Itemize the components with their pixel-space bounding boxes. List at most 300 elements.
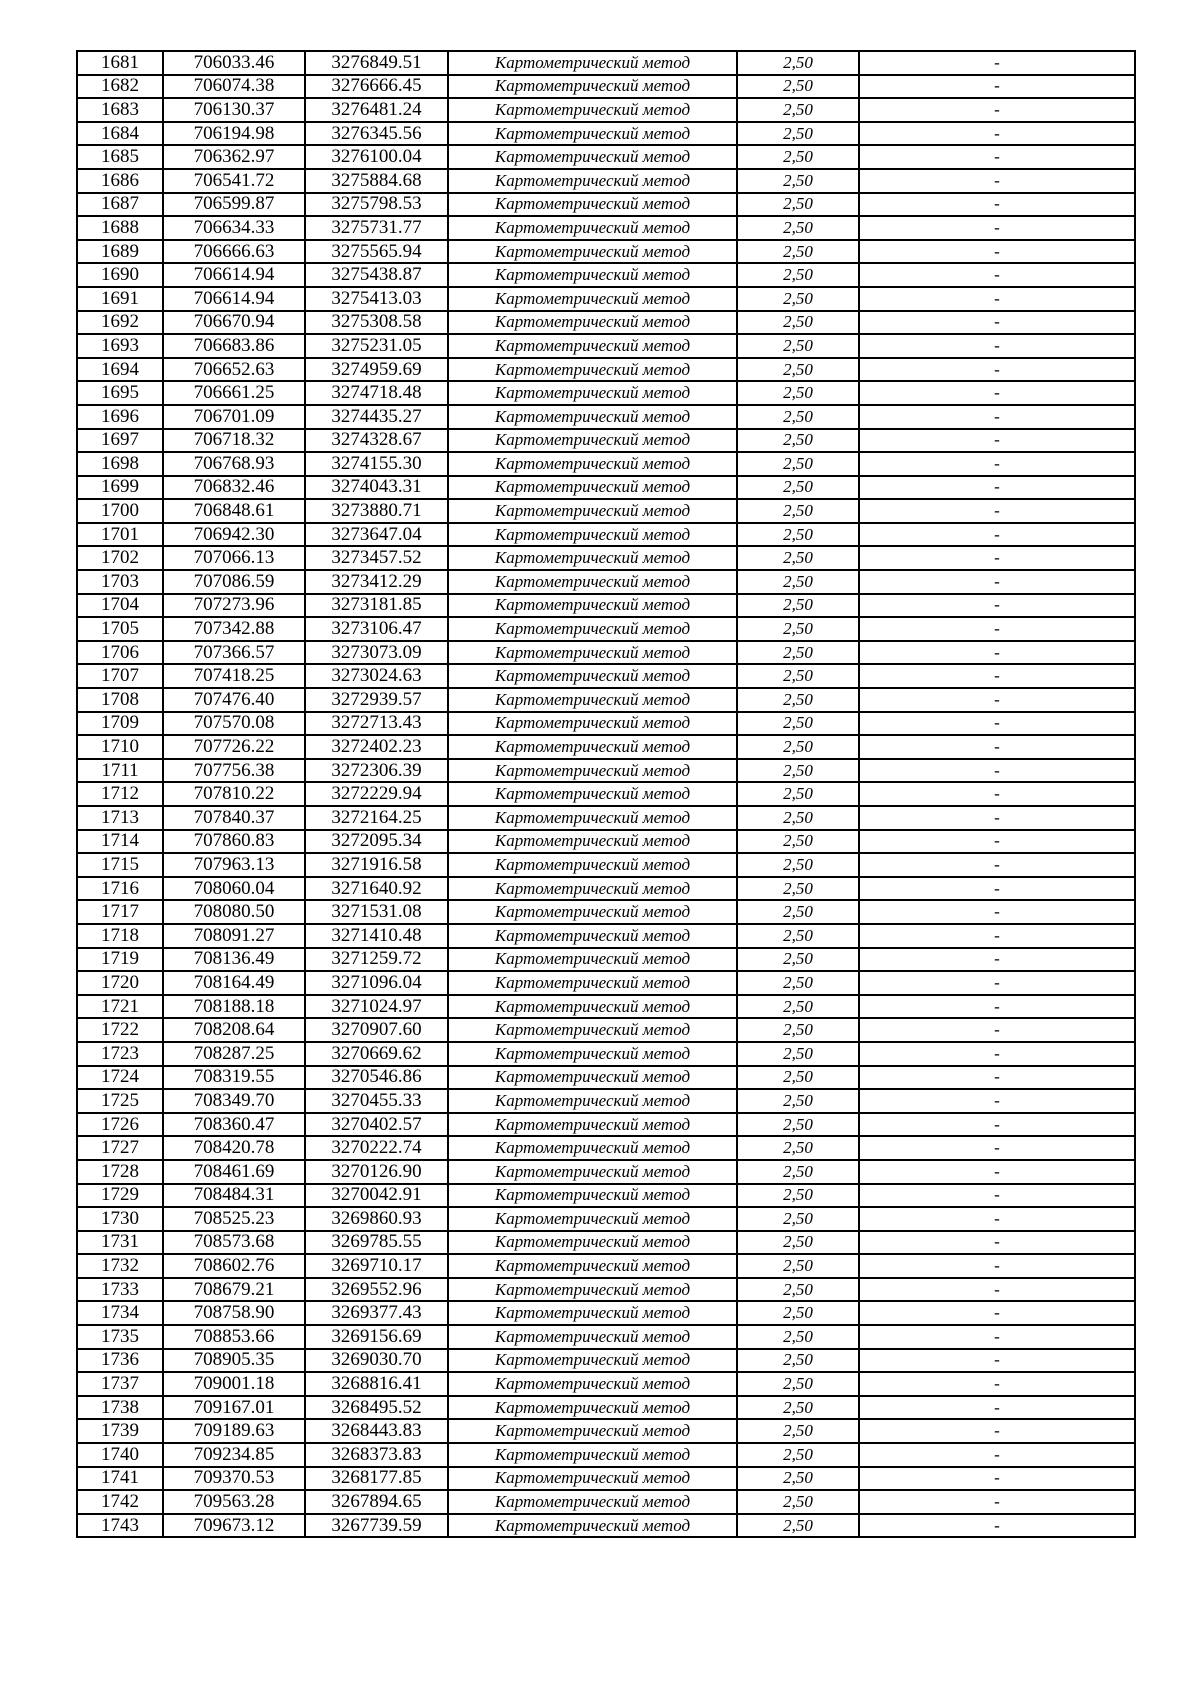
accuracy-cell: 2,50 xyxy=(737,641,859,665)
table-row xyxy=(77,546,1135,570)
accuracy-cell: 2,50 xyxy=(737,523,859,547)
note-cell: - xyxy=(859,1325,1135,1349)
point-number-cell: 1722 xyxy=(77,1018,163,1042)
table-row xyxy=(77,1325,1135,1349)
accuracy-cell: 2,50 xyxy=(737,240,859,264)
accuracy-cell: 2,50 xyxy=(737,358,859,382)
x-coordinate-cell: 708091.27 xyxy=(163,924,305,948)
note-cell: - xyxy=(859,1443,1135,1467)
x-coordinate-cell: 706718.32 xyxy=(163,429,305,453)
method-cell: Картометрический метод xyxy=(448,688,737,712)
accuracy-cell: 2,50 xyxy=(737,1278,859,1302)
method-cell: Картометрический метод xyxy=(448,499,737,523)
y-coordinate-cell: 3273412.29 xyxy=(305,570,448,594)
point-number-cell: 1697 xyxy=(77,429,163,453)
table-row xyxy=(77,145,1135,169)
x-coordinate-cell: 707860.83 xyxy=(163,830,305,854)
y-coordinate-cell: 3271640.92 xyxy=(305,877,448,901)
note-cell: - xyxy=(859,216,1135,240)
accuracy-cell: 2,50 xyxy=(737,712,859,736)
table-row xyxy=(77,381,1135,405)
table-row xyxy=(77,877,1135,901)
point-number-cell: 1701 xyxy=(77,523,163,547)
table-row xyxy=(77,1301,1135,1325)
table-row xyxy=(77,948,1135,972)
method-cell: Картометрический метод xyxy=(448,1207,737,1231)
note-cell: - xyxy=(859,1207,1135,1231)
table-row xyxy=(77,429,1135,453)
accuracy-cell: 2,50 xyxy=(737,570,859,594)
note-cell: - xyxy=(859,263,1135,287)
accuracy-cell: 2,50 xyxy=(737,830,859,854)
table-row xyxy=(77,806,1135,830)
x-coordinate-cell: 708905.35 xyxy=(163,1349,305,1373)
method-cell: Картометрический метод xyxy=(448,1160,737,1184)
point-number-cell: 1724 xyxy=(77,1066,163,1090)
x-coordinate-cell: 708360.47 xyxy=(163,1113,305,1137)
table-row xyxy=(77,1419,1135,1443)
point-number-cell: 1716 xyxy=(77,877,163,901)
method-cell: Картометрический метод xyxy=(448,877,737,901)
y-coordinate-cell: 3274155.30 xyxy=(305,452,448,476)
table-row xyxy=(77,1018,1135,1042)
x-coordinate-cell: 706942.30 xyxy=(163,523,305,547)
method-cell: Картометрический метод xyxy=(448,900,737,924)
accuracy-cell: 2,50 xyxy=(737,735,859,759)
x-coordinate-cell: 708679.21 xyxy=(163,1278,305,1302)
x-coordinate-cell: 706362.97 xyxy=(163,145,305,169)
note-cell: - xyxy=(859,900,1135,924)
accuracy-cell: 2,50 xyxy=(737,311,859,335)
table-row xyxy=(77,263,1135,287)
point-number-cell: 1703 xyxy=(77,570,163,594)
note-cell: - xyxy=(859,452,1135,476)
method-cell: Картометрический метод xyxy=(448,51,737,75)
note-cell: - xyxy=(859,735,1135,759)
note-cell: - xyxy=(859,1089,1135,1113)
point-number-cell: 1694 xyxy=(77,358,163,382)
table-row xyxy=(77,759,1135,783)
y-coordinate-cell: 3268495.52 xyxy=(305,1396,448,1420)
note-cell: - xyxy=(859,1231,1135,1255)
table-row xyxy=(77,1349,1135,1373)
table-row xyxy=(77,169,1135,193)
x-coordinate-cell: 708602.76 xyxy=(163,1254,305,1278)
point-number-cell: 1710 xyxy=(77,735,163,759)
accuracy-cell: 2,50 xyxy=(737,1419,859,1443)
note-cell: - xyxy=(859,1396,1135,1420)
method-cell: Картометрический метод xyxy=(448,664,737,688)
x-coordinate-cell: 708758.90 xyxy=(163,1301,305,1325)
method-cell: Картометрический метод xyxy=(448,145,737,169)
accuracy-cell: 2,50 xyxy=(737,122,859,146)
y-coordinate-cell: 3272095.34 xyxy=(305,830,448,854)
note-cell: - xyxy=(859,169,1135,193)
note-cell: - xyxy=(859,193,1135,217)
method-cell: Картометрический метод xyxy=(448,311,737,335)
method-cell: Картометрический метод xyxy=(448,948,737,972)
note-cell: - xyxy=(859,688,1135,712)
x-coordinate-cell: 709370.53 xyxy=(163,1467,305,1491)
point-number-cell: 1691 xyxy=(77,287,163,311)
y-coordinate-cell: 3273181.85 xyxy=(305,594,448,618)
accuracy-cell: 2,50 xyxy=(737,51,859,75)
method-cell: Картометрический метод xyxy=(448,1042,737,1066)
note-cell: - xyxy=(859,664,1135,688)
x-coordinate-cell: 708349.70 xyxy=(163,1089,305,1113)
note-cell: - xyxy=(859,287,1135,311)
method-cell: Картометрический метод xyxy=(448,1089,737,1113)
note-cell: - xyxy=(859,570,1135,594)
y-coordinate-cell: 3272164.25 xyxy=(305,806,448,830)
method-cell: Картометрический метод xyxy=(448,1325,737,1349)
x-coordinate-cell: 708525.23 xyxy=(163,1207,305,1231)
table-row xyxy=(77,216,1135,240)
accuracy-cell: 2,50 xyxy=(737,971,859,995)
table-row xyxy=(77,594,1135,618)
method-cell: Картометрический метод xyxy=(448,971,737,995)
method-cell: Картометрический метод xyxy=(448,1184,737,1208)
y-coordinate-cell: 3274718.48 xyxy=(305,381,448,405)
table-row xyxy=(77,51,1135,75)
accuracy-cell: 2,50 xyxy=(737,782,859,806)
x-coordinate-cell: 708573.68 xyxy=(163,1231,305,1255)
x-coordinate-cell: 708287.25 xyxy=(163,1042,305,1066)
method-cell: Картометрический метод xyxy=(448,735,737,759)
note-cell: - xyxy=(859,523,1135,547)
method-cell: Картометрический метод xyxy=(448,263,737,287)
point-number-cell: 1695 xyxy=(77,381,163,405)
method-cell: Картометрический метод xyxy=(448,1231,737,1255)
note-cell: - xyxy=(859,122,1135,146)
x-coordinate-cell: 706666.63 xyxy=(163,240,305,264)
table-row xyxy=(77,1113,1135,1137)
method-cell: Картометрический метод xyxy=(448,1443,737,1467)
table-row xyxy=(77,523,1135,547)
y-coordinate-cell: 3268177.85 xyxy=(305,1467,448,1491)
note-cell: - xyxy=(859,240,1135,264)
note-cell: - xyxy=(859,995,1135,1019)
method-cell: Картометрический метод xyxy=(448,546,737,570)
note-cell: - xyxy=(859,145,1135,169)
table-row xyxy=(77,358,1135,382)
point-number-cell: 1712 xyxy=(77,782,163,806)
y-coordinate-cell: 3275231.05 xyxy=(305,334,448,358)
y-coordinate-cell: 3270126.90 xyxy=(305,1160,448,1184)
y-coordinate-cell: 3276481.24 xyxy=(305,98,448,122)
table-row xyxy=(77,712,1135,736)
x-coordinate-cell: 706670.94 xyxy=(163,311,305,335)
y-coordinate-cell: 3270455.33 xyxy=(305,1089,448,1113)
method-cell: Картометрический метод xyxy=(448,617,737,641)
point-number-cell: 1702 xyxy=(77,546,163,570)
document-page xyxy=(76,50,1134,1538)
note-cell: - xyxy=(859,617,1135,641)
y-coordinate-cell: 3271259.72 xyxy=(305,948,448,972)
note-cell: - xyxy=(859,1349,1135,1373)
accuracy-cell: 2,50 xyxy=(737,381,859,405)
note-cell: - xyxy=(859,948,1135,972)
y-coordinate-cell: 3269860.93 xyxy=(305,1207,448,1231)
table-row xyxy=(77,900,1135,924)
table-row xyxy=(77,287,1135,311)
table-row xyxy=(77,75,1135,99)
note-cell: - xyxy=(859,1160,1135,1184)
note-cell: - xyxy=(859,358,1135,382)
y-coordinate-cell: 3270222.74 xyxy=(305,1136,448,1160)
y-coordinate-cell: 3271916.58 xyxy=(305,853,448,877)
note-cell: - xyxy=(859,830,1135,854)
method-cell: Картометрический метод xyxy=(448,759,737,783)
accuracy-cell: 2,50 xyxy=(737,499,859,523)
method-cell: Картометрический метод xyxy=(448,169,737,193)
y-coordinate-cell: 3275884.68 xyxy=(305,169,448,193)
accuracy-cell: 2,50 xyxy=(737,334,859,358)
note-cell: - xyxy=(859,1042,1135,1066)
x-coordinate-cell: 706701.09 xyxy=(163,405,305,429)
accuracy-cell: 2,50 xyxy=(737,476,859,500)
y-coordinate-cell: 3276345.56 xyxy=(305,122,448,146)
method-cell: Картометрический метод xyxy=(448,806,737,830)
x-coordinate-cell: 707476.40 xyxy=(163,688,305,712)
point-number-cell: 1704 xyxy=(77,594,163,618)
accuracy-cell: 2,50 xyxy=(737,546,859,570)
accuracy-cell: 2,50 xyxy=(737,806,859,830)
y-coordinate-cell: 3276100.04 xyxy=(305,145,448,169)
method-cell: Картометрический метод xyxy=(448,1396,737,1420)
x-coordinate-cell: 706599.87 xyxy=(163,193,305,217)
note-cell: - xyxy=(859,98,1135,122)
table-row xyxy=(77,688,1135,712)
x-coordinate-cell: 708188.18 xyxy=(163,995,305,1019)
point-number-cell: 1718 xyxy=(77,924,163,948)
x-coordinate-cell: 708060.04 xyxy=(163,877,305,901)
x-coordinate-cell: 706074.38 xyxy=(163,75,305,99)
table-row xyxy=(77,853,1135,877)
note-cell: - xyxy=(859,641,1135,665)
point-number-cell: 1708 xyxy=(77,688,163,712)
accuracy-cell: 2,50 xyxy=(737,1066,859,1090)
method-cell: Картометрический метод xyxy=(448,1254,737,1278)
table-row xyxy=(77,1184,1135,1208)
point-number-cell: 1734 xyxy=(77,1301,163,1325)
table-row xyxy=(77,193,1135,217)
x-coordinate-cell: 707273.96 xyxy=(163,594,305,618)
accuracy-cell: 2,50 xyxy=(737,145,859,169)
accuracy-cell: 2,50 xyxy=(737,1325,859,1349)
x-coordinate-cell: 707726.22 xyxy=(163,735,305,759)
table-row xyxy=(77,570,1135,594)
note-cell: - xyxy=(859,924,1135,948)
method-cell: Картометрический метод xyxy=(448,1113,737,1137)
point-number-cell: 1689 xyxy=(77,240,163,264)
method-cell: Картометрический метод xyxy=(448,452,737,476)
point-number-cell: 1684 xyxy=(77,122,163,146)
point-number-cell: 1687 xyxy=(77,193,163,217)
method-cell: Картометрический метод xyxy=(448,98,737,122)
accuracy-cell: 2,50 xyxy=(737,1490,859,1514)
x-coordinate-cell: 706541.72 xyxy=(163,169,305,193)
x-coordinate-cell: 707756.38 xyxy=(163,759,305,783)
x-coordinate-cell: 707963.13 xyxy=(163,853,305,877)
table-row xyxy=(77,1514,1135,1538)
x-coordinate-cell: 709234.85 xyxy=(163,1443,305,1467)
point-number-cell: 1706 xyxy=(77,641,163,665)
accuracy-cell: 2,50 xyxy=(737,900,859,924)
x-coordinate-cell: 706614.94 xyxy=(163,287,305,311)
method-cell: Картометрический метод xyxy=(448,1490,737,1514)
table-row xyxy=(77,971,1135,995)
y-coordinate-cell: 3270669.62 xyxy=(305,1042,448,1066)
coordinates-table xyxy=(76,50,1136,1538)
note-cell: - xyxy=(859,1018,1135,1042)
note-cell: - xyxy=(859,1278,1135,1302)
note-cell: - xyxy=(859,782,1135,806)
y-coordinate-cell: 3275798.53 xyxy=(305,193,448,217)
accuracy-cell: 2,50 xyxy=(737,1136,859,1160)
note-cell: - xyxy=(859,1113,1135,1137)
y-coordinate-cell: 3273457.52 xyxy=(305,546,448,570)
point-number-cell: 1739 xyxy=(77,1419,163,1443)
y-coordinate-cell: 3269030.70 xyxy=(305,1349,448,1373)
method-cell: Картометрический метод xyxy=(448,193,737,217)
x-coordinate-cell: 707418.25 xyxy=(163,664,305,688)
x-coordinate-cell: 707086.59 xyxy=(163,570,305,594)
accuracy-cell: 2,50 xyxy=(737,405,859,429)
accuracy-cell: 2,50 xyxy=(737,853,859,877)
accuracy-cell: 2,50 xyxy=(737,452,859,476)
y-coordinate-cell: 3270907.60 xyxy=(305,1018,448,1042)
x-coordinate-cell: 707342.88 xyxy=(163,617,305,641)
method-cell: Картометрический метод xyxy=(448,1278,737,1302)
x-coordinate-cell: 709563.28 xyxy=(163,1490,305,1514)
note-cell: - xyxy=(859,806,1135,830)
accuracy-cell: 2,50 xyxy=(737,664,859,688)
accuracy-cell: 2,50 xyxy=(737,924,859,948)
y-coordinate-cell: 3271096.04 xyxy=(305,971,448,995)
point-number-cell: 1733 xyxy=(77,1278,163,1302)
method-cell: Картометрический метод xyxy=(448,641,737,665)
table-row xyxy=(77,1089,1135,1113)
point-number-cell: 1740 xyxy=(77,1443,163,1467)
y-coordinate-cell: 3276849.51 xyxy=(305,51,448,75)
y-coordinate-cell: 3271531.08 xyxy=(305,900,448,924)
y-coordinate-cell: 3273106.47 xyxy=(305,617,448,641)
accuracy-cell: 2,50 xyxy=(737,429,859,453)
x-coordinate-cell: 706614.94 xyxy=(163,263,305,287)
point-number-cell: 1709 xyxy=(77,712,163,736)
y-coordinate-cell: 3267894.65 xyxy=(305,1490,448,1514)
y-coordinate-cell: 3271410.48 xyxy=(305,924,448,948)
x-coordinate-cell: 707810.22 xyxy=(163,782,305,806)
x-coordinate-cell: 706634.33 xyxy=(163,216,305,240)
note-cell: - xyxy=(859,429,1135,453)
note-cell: - xyxy=(859,334,1135,358)
point-number-cell: 1698 xyxy=(77,452,163,476)
method-cell: Картометрический метод xyxy=(448,122,737,146)
x-coordinate-cell: 708136.49 xyxy=(163,948,305,972)
y-coordinate-cell: 3267739.59 xyxy=(305,1514,448,1538)
y-coordinate-cell: 3272229.94 xyxy=(305,782,448,806)
accuracy-cell: 2,50 xyxy=(737,1207,859,1231)
x-coordinate-cell: 708420.78 xyxy=(163,1136,305,1160)
x-coordinate-cell: 708853.66 xyxy=(163,1325,305,1349)
point-number-cell: 1737 xyxy=(77,1372,163,1396)
x-coordinate-cell: 708208.64 xyxy=(163,1018,305,1042)
point-number-cell: 1705 xyxy=(77,617,163,641)
point-number-cell: 1717 xyxy=(77,900,163,924)
point-number-cell: 1685 xyxy=(77,145,163,169)
point-number-cell: 1714 xyxy=(77,830,163,854)
table-row xyxy=(77,334,1135,358)
method-cell: Картометрический метод xyxy=(448,1514,737,1538)
note-cell: - xyxy=(859,546,1135,570)
y-coordinate-cell: 3268373.83 xyxy=(305,1443,448,1467)
accuracy-cell: 2,50 xyxy=(737,98,859,122)
note-cell: - xyxy=(859,1490,1135,1514)
y-coordinate-cell: 3274435.27 xyxy=(305,405,448,429)
point-number-cell: 1743 xyxy=(77,1514,163,1538)
point-number-cell: 1699 xyxy=(77,476,163,500)
point-number-cell: 1681 xyxy=(77,51,163,75)
method-cell: Картометрический метод xyxy=(448,287,737,311)
note-cell: - xyxy=(859,405,1135,429)
point-number-cell: 1720 xyxy=(77,971,163,995)
table-row xyxy=(77,240,1135,264)
point-number-cell: 1700 xyxy=(77,499,163,523)
point-number-cell: 1731 xyxy=(77,1231,163,1255)
table-row xyxy=(77,1443,1135,1467)
method-cell: Картометрический метод xyxy=(448,1066,737,1090)
accuracy-cell: 2,50 xyxy=(737,995,859,1019)
table-row xyxy=(77,641,1135,665)
point-number-cell: 1728 xyxy=(77,1160,163,1184)
accuracy-cell: 2,50 xyxy=(737,1514,859,1538)
table-row xyxy=(77,782,1135,806)
accuracy-cell: 2,50 xyxy=(737,1231,859,1255)
accuracy-cell: 2,50 xyxy=(737,1349,859,1373)
table-row xyxy=(77,98,1135,122)
method-cell: Картометрический метод xyxy=(448,1467,737,1491)
y-coordinate-cell: 3272402.23 xyxy=(305,735,448,759)
note-cell: - xyxy=(859,1184,1135,1208)
point-number-cell: 1682 xyxy=(77,75,163,99)
table-row xyxy=(77,499,1135,523)
y-coordinate-cell: 3276666.45 xyxy=(305,75,448,99)
y-coordinate-cell: 3270042.91 xyxy=(305,1184,448,1208)
x-coordinate-cell: 709189.63 xyxy=(163,1419,305,1443)
point-number-cell: 1732 xyxy=(77,1254,163,1278)
y-coordinate-cell: 3275731.77 xyxy=(305,216,448,240)
y-coordinate-cell: 3269552.96 xyxy=(305,1278,448,1302)
y-coordinate-cell: 3273880.71 xyxy=(305,499,448,523)
x-coordinate-cell: 706194.98 xyxy=(163,122,305,146)
table-row xyxy=(77,1136,1135,1160)
point-number-cell: 1719 xyxy=(77,948,163,972)
table-row xyxy=(77,1207,1135,1231)
point-number-cell: 1723 xyxy=(77,1042,163,1066)
accuracy-cell: 2,50 xyxy=(737,216,859,240)
x-coordinate-cell: 709167.01 xyxy=(163,1396,305,1420)
x-coordinate-cell: 707570.08 xyxy=(163,712,305,736)
method-cell: Картометрический метод xyxy=(448,995,737,1019)
accuracy-cell: 2,50 xyxy=(737,1113,859,1137)
method-cell: Картометрический метод xyxy=(448,712,737,736)
table-row xyxy=(77,735,1135,759)
method-cell: Картометрический метод xyxy=(448,476,737,500)
table-row xyxy=(77,664,1135,688)
x-coordinate-cell: 709673.12 xyxy=(163,1514,305,1538)
